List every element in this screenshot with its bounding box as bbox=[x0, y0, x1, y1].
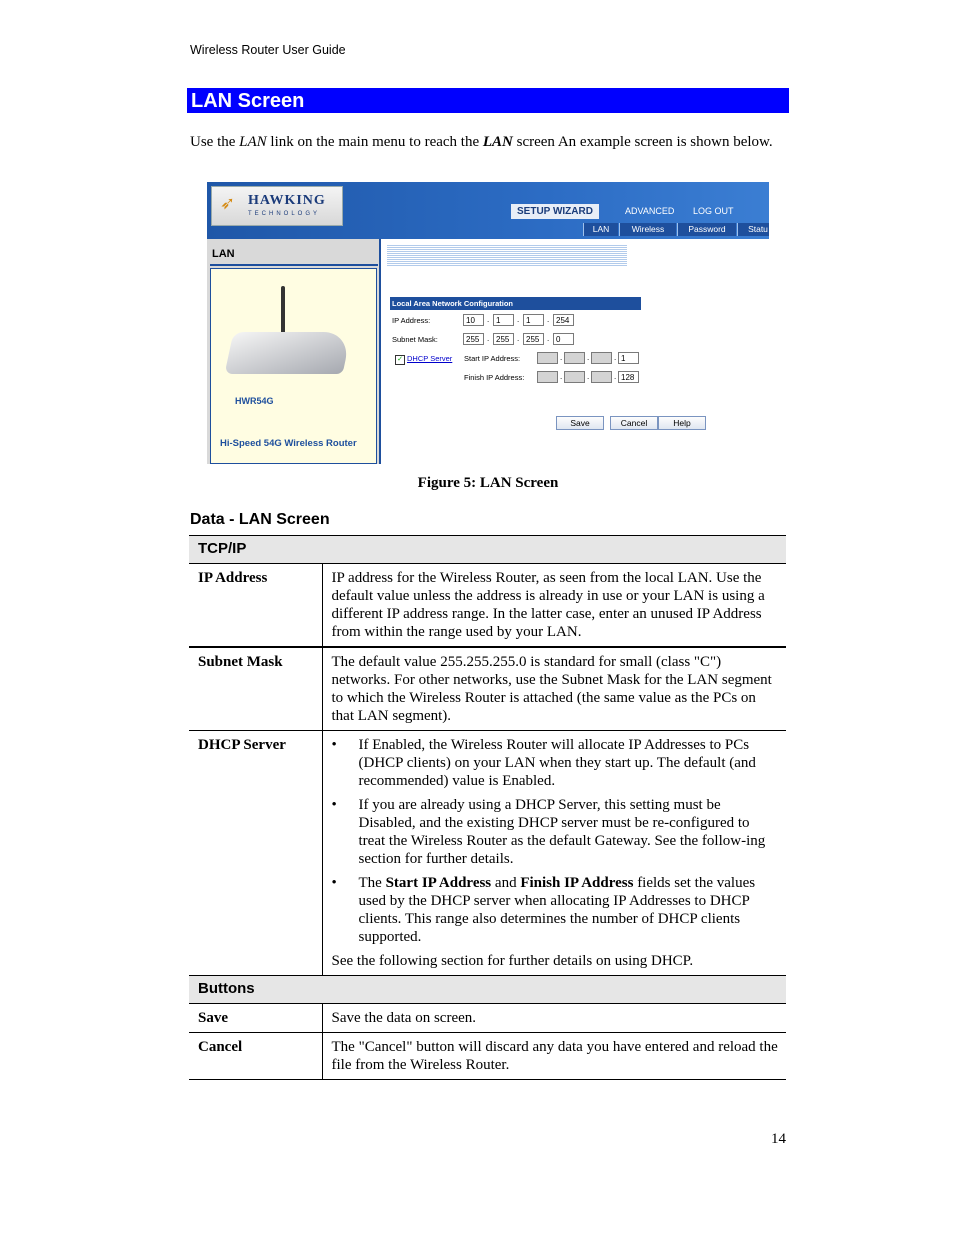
section-title: LAN Screen bbox=[187, 88, 789, 113]
field-name: IP Address bbox=[189, 564, 322, 648]
tab-advanced[interactable]: ADVANCED bbox=[625, 206, 675, 216]
finish-ip-label: Finish IP Address: bbox=[464, 373, 525, 382]
subtab-password[interactable]: Password bbox=[677, 223, 736, 236]
start-octet-2 bbox=[564, 352, 585, 364]
hawking-logo: ➶ HAWKING TECHNOLOGY bbox=[211, 186, 343, 226]
ip-octet-2[interactable]: 1 bbox=[493, 314, 514, 326]
table-row bbox=[189, 1004, 786, 1033]
start-octet-4[interactable]: 1 bbox=[618, 352, 639, 364]
hawk-icon: ➶ bbox=[220, 193, 236, 213]
dhcp-checkbox[interactable]: ✓ bbox=[395, 355, 405, 365]
dhcp-server-link[interactable]: DHCP Server bbox=[407, 354, 453, 363]
subtab-wireless[interactable]: Wireless bbox=[619, 223, 676, 236]
page-number: 14 bbox=[771, 1131, 786, 1147]
list-item: • If Enabled, the Wireless Router will allocate IP Addresses to PCs (DHCP clients) on your LAN when they start up. The default (and recommended) value is Enabled. bbox=[332, 736, 779, 790]
list-item: • If you are already using a DHCP Server, this setting must be Disabled, and the existing DHCP server must be re-configured to treat the Wireless Router as the default Gateway. See the follow-ing section for further details. bbox=[332, 796, 779, 868]
page-label: LAN bbox=[212, 248, 235, 260]
save-button[interactable]: Save bbox=[556, 416, 604, 430]
group-row-tcpip: TCP/IP bbox=[189, 536, 786, 564]
figure-caption: Figure 5: LAN Screen bbox=[417, 475, 559, 491]
table-row bbox=[189, 647, 786, 731]
list-item: • The Start IP Address and Finish IP Address fields set the values used by the DHCP server when allocating IP Addresses to DHCP clients. This range also determines the number of DHCP clients supported. bbox=[332, 874, 779, 946]
subtab-lan[interactable]: LAN bbox=[583, 223, 618, 236]
ip-address-label: IP Address: bbox=[392, 316, 431, 325]
finish-octet-2 bbox=[564, 371, 585, 383]
table-row bbox=[189, 564, 786, 648]
mask-octet-2[interactable]: 255 bbox=[493, 333, 514, 345]
mask-octet-1[interactable]: 255 bbox=[463, 333, 484, 345]
start-ip-label: Start IP Address: bbox=[464, 354, 521, 363]
finish-octet-1 bbox=[537, 371, 558, 383]
field-description: Save the data on screen. bbox=[322, 1004, 786, 1033]
intro-paragraph: Use the LAN link on the main menu to reach the LAN screen An example screen is shown below. bbox=[190, 134, 773, 150]
cancel-button[interactable]: Cancel bbox=[610, 416, 658, 430]
tab-log-out[interactable]: LOG OUT bbox=[693, 206, 734, 216]
field-name: DHCP Server bbox=[189, 731, 322, 976]
finish-octet-4[interactable]: 128 bbox=[618, 371, 639, 383]
subnet-mask-label: Subnet Mask: bbox=[392, 335, 438, 344]
start-octet-1 bbox=[537, 352, 558, 364]
subtab-status[interactable]: Statu bbox=[737, 223, 769, 236]
data-section-title: Data - LAN Screen bbox=[190, 511, 330, 528]
mask-octet-4[interactable]: 0 bbox=[553, 333, 574, 345]
product-tagline: Hi-Speed 54G Wireless Router bbox=[220, 438, 357, 449]
table-row bbox=[189, 731, 786, 976]
field-description bbox=[322, 731, 786, 976]
data-table bbox=[189, 535, 786, 1080]
field-description: The default value 255.255.255.0 is standard for small (class "C") networks. For other networks, use the Subnet Mask for the LAN segment to which the Wireless Router is attached (the same value as the PCs on that LAN segment). bbox=[322, 647, 786, 731]
field-description: The "Cancel" button will discard any data you have entered and reload the file from the Wireless Router. bbox=[322, 1033, 786, 1080]
model-name: HWR54G bbox=[235, 396, 274, 406]
decorative-stripes bbox=[387, 244, 627, 266]
start-octet-3 bbox=[591, 352, 612, 364]
dhcp-note: See the following section for further details on using DHCP. bbox=[331, 953, 694, 969]
group-row-buttons: Buttons bbox=[189, 976, 786, 1004]
field-name: Cancel bbox=[189, 1033, 322, 1080]
table-row bbox=[189, 1033, 786, 1080]
config-title: Local Area Network Configuration bbox=[390, 297, 641, 310]
router-image bbox=[225, 332, 352, 374]
help-button[interactable]: Help bbox=[658, 416, 706, 430]
ip-octet-3[interactable]: 1 bbox=[523, 314, 544, 326]
field-description: IP address for the Wireless Router, as seen from the local LAN. Use the default value unless the address is already in use or your LAN is using a different IP address range. In the latter case, enter an unused IP Address from within the range used by your LAN. bbox=[322, 564, 786, 648]
finish-octet-3 bbox=[591, 371, 612, 383]
field-name: Subnet Mask bbox=[189, 647, 322, 731]
lan-screen-screenshot: ➶ HAWKING TECHNOLOGY SETUP WIZARD ADVANCED LOG OUT LAN Wireless Password Statu LAN HWR54G Hi-Speed 54G Wireless Router Local Area Network Configuration IP Address: 10 . 1 . 1 . 254 Subnet Mask: 255 . 255 . 255 . 0 ✓ DHCP Server Start IP Address: . . . 1 Finish IP Address: . . . 128 Save Cancel Help bbox=[207, 182, 769, 464]
ip-octet-4[interactable]: 254 bbox=[553, 314, 574, 326]
field-name: Save bbox=[189, 1004, 322, 1033]
running-header: Wireless Router User Guide bbox=[190, 43, 346, 57]
ip-octet-1[interactable]: 10 bbox=[463, 314, 484, 326]
tab-setup-wizard[interactable]: SETUP WIZARD bbox=[511, 204, 599, 219]
mask-octet-3[interactable]: 255 bbox=[523, 333, 544, 345]
